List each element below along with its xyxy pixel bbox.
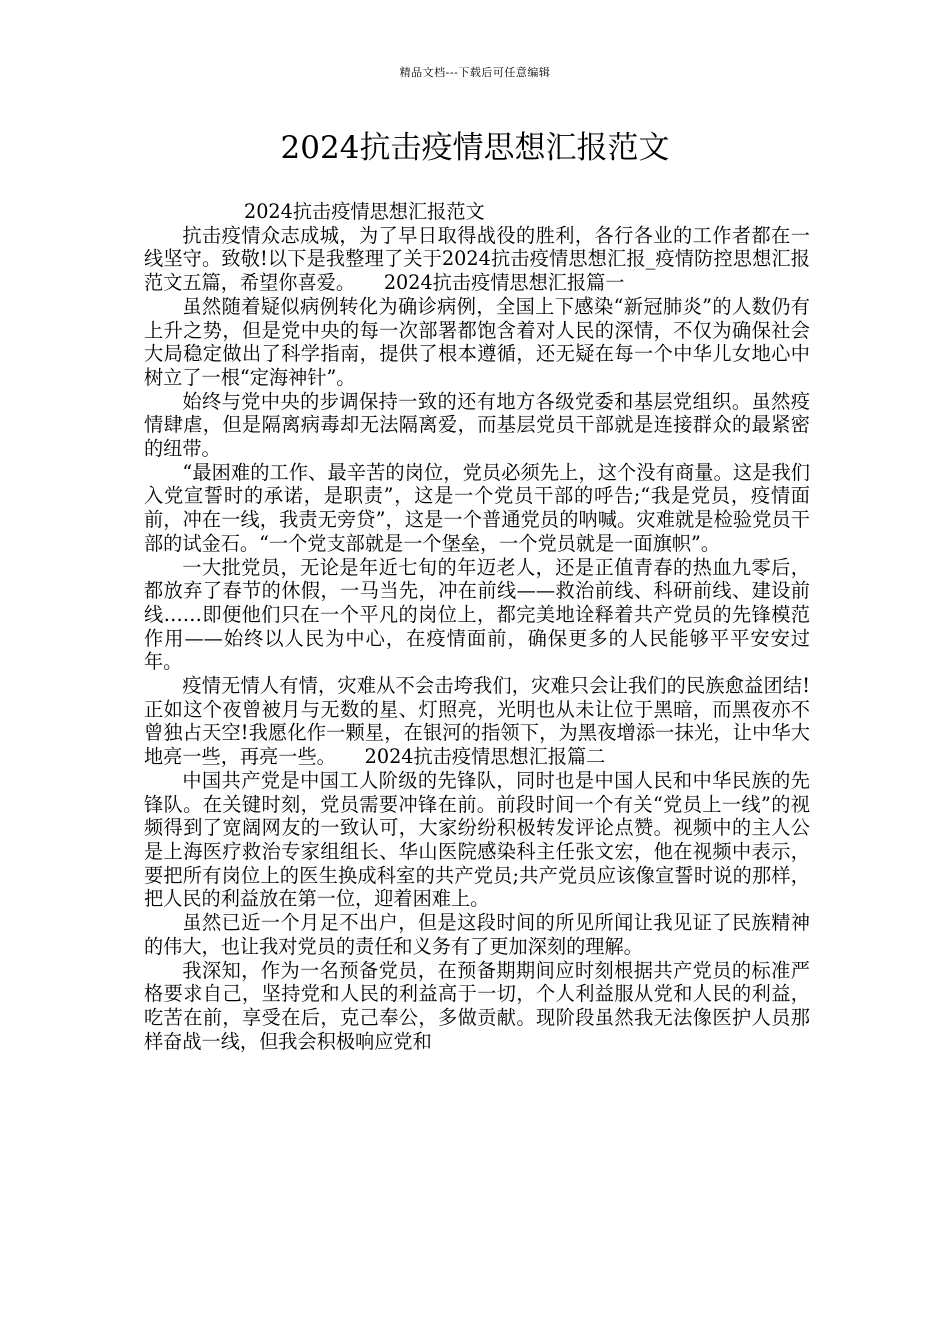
paragraph: 疫情无情人有情，灾难从不会击垮我们，灾难只会让我们的民族愈益团结!正如这个夜曾被月与无数的星、灯照亮，光明也从未让位于黑暗，而黑夜亦不曾独占天空!我愿化作一颗星，在银河的指领下，为黑夜增添一抹光，让中华大地亮一些，再亮一些。 2024抗击疫情思想汇报篇二: [144, 674, 810, 769]
paragraph: 始终与党中央的步调保持一致的还有地方各级党委和基层党组织。虽然疫情肆虐，但是隔离病毒却无法隔离爱，而基层党员干部就是连接群众的最紧密的纽带。: [144, 389, 810, 461]
paragraph: 虽然随着疑似病例转化为确诊病例，全国上下感染“新冠肺炎”的人数仍有上升之势，但是党中央的每一次部署都饱含着对人民的深情，不仅为确保社会大局稳定做出了科学指南，提供了根本遵循，还无疑在每一个中华儿女地心中树立了一根“定海神针”。: [144, 294, 810, 389]
paragraph: 我深知，作为一名预备党员，在预备期期间应时刻根据共产党员的标准严格要求自己，坚持党和人民的利益高于一切，个人利益服从党和人民的利益，吃苦在前，享受在后，克己奉公，多做贡献。现阶段虽然我无法像医护人员那样奋战一线，但我会积极响应党和: [144, 958, 810, 1053]
paragraph: 中国共产党是中国工人阶级的先锋队，同时也是中国人民和中华民族的先锋队。在关键时刻，党员需要冲锋在前。前段时间一个有关“党员上一线”的视频得到了宽阔网友的一致认可，大家纷纷积极转发评论点赞。视频中的主人公是上海医疗救治专家组组长、华山医院感染科主任张文宏，他在视频中表示，要把所有岗位上的医生换成科室的共产党员;共产党员应该像宣誓时说的那样，把人民的利益放在第一位，迎着困难上。: [144, 768, 810, 911]
paragraph: 虽然已近一个月足不出户，但是这段时间的所见所闻让我见证了民族精神的伟大，也让我对党员的责任和义务有了更加深刻的理解。: [144, 911, 810, 958]
header-note: 精品文档---下载后可任意编辑: [399, 66, 551, 79]
paragraph: 一大批党员，无论是年近七旬的年迈老人，还是正值青春的热血九零后，都放弃了春节的休假，一马当先，冲在前线——救治前线、科研前线、建设前线……即便他们只在一个平凡的岗位上，都完美地诠释着共产党员的先锋模范作用——始终以人民为中心，在疫情面前，确保更多的人民能够平平安安过年。: [144, 555, 810, 674]
document-title: 2024抗击疫情思想汇报范文: [280, 130, 670, 166]
document-subtitle: 2024抗击疫情思想汇报范文: [244, 200, 485, 223]
paragraph: 抗击疫情众志成城，为了早日取得战役的胜利，各行各业的工作者都在一线坚守。致敬!以下是我整理了关于2024抗击疫情思想汇报_疫情防控思想汇报范文五篇，希望你喜爱。 2024抗击疫情思想汇报篇一: [144, 223, 810, 295]
document-body: [144, 200, 810, 1053]
paragraph: “最困难的工作、最辛苦的岗位，党员必须先上，这个没有商量。这是我们入党宣誓时的承诺，是职责”，这是一个党员干部的呼告;“我是党员，疫情面前，冲在一线，我责无旁贷”，这是一个普通党员的呐喊。灾难就是检验党员干部的试金石。“一个党支部就是一个堡垒，一个党员就是一面旗帜”。: [144, 460, 810, 555]
